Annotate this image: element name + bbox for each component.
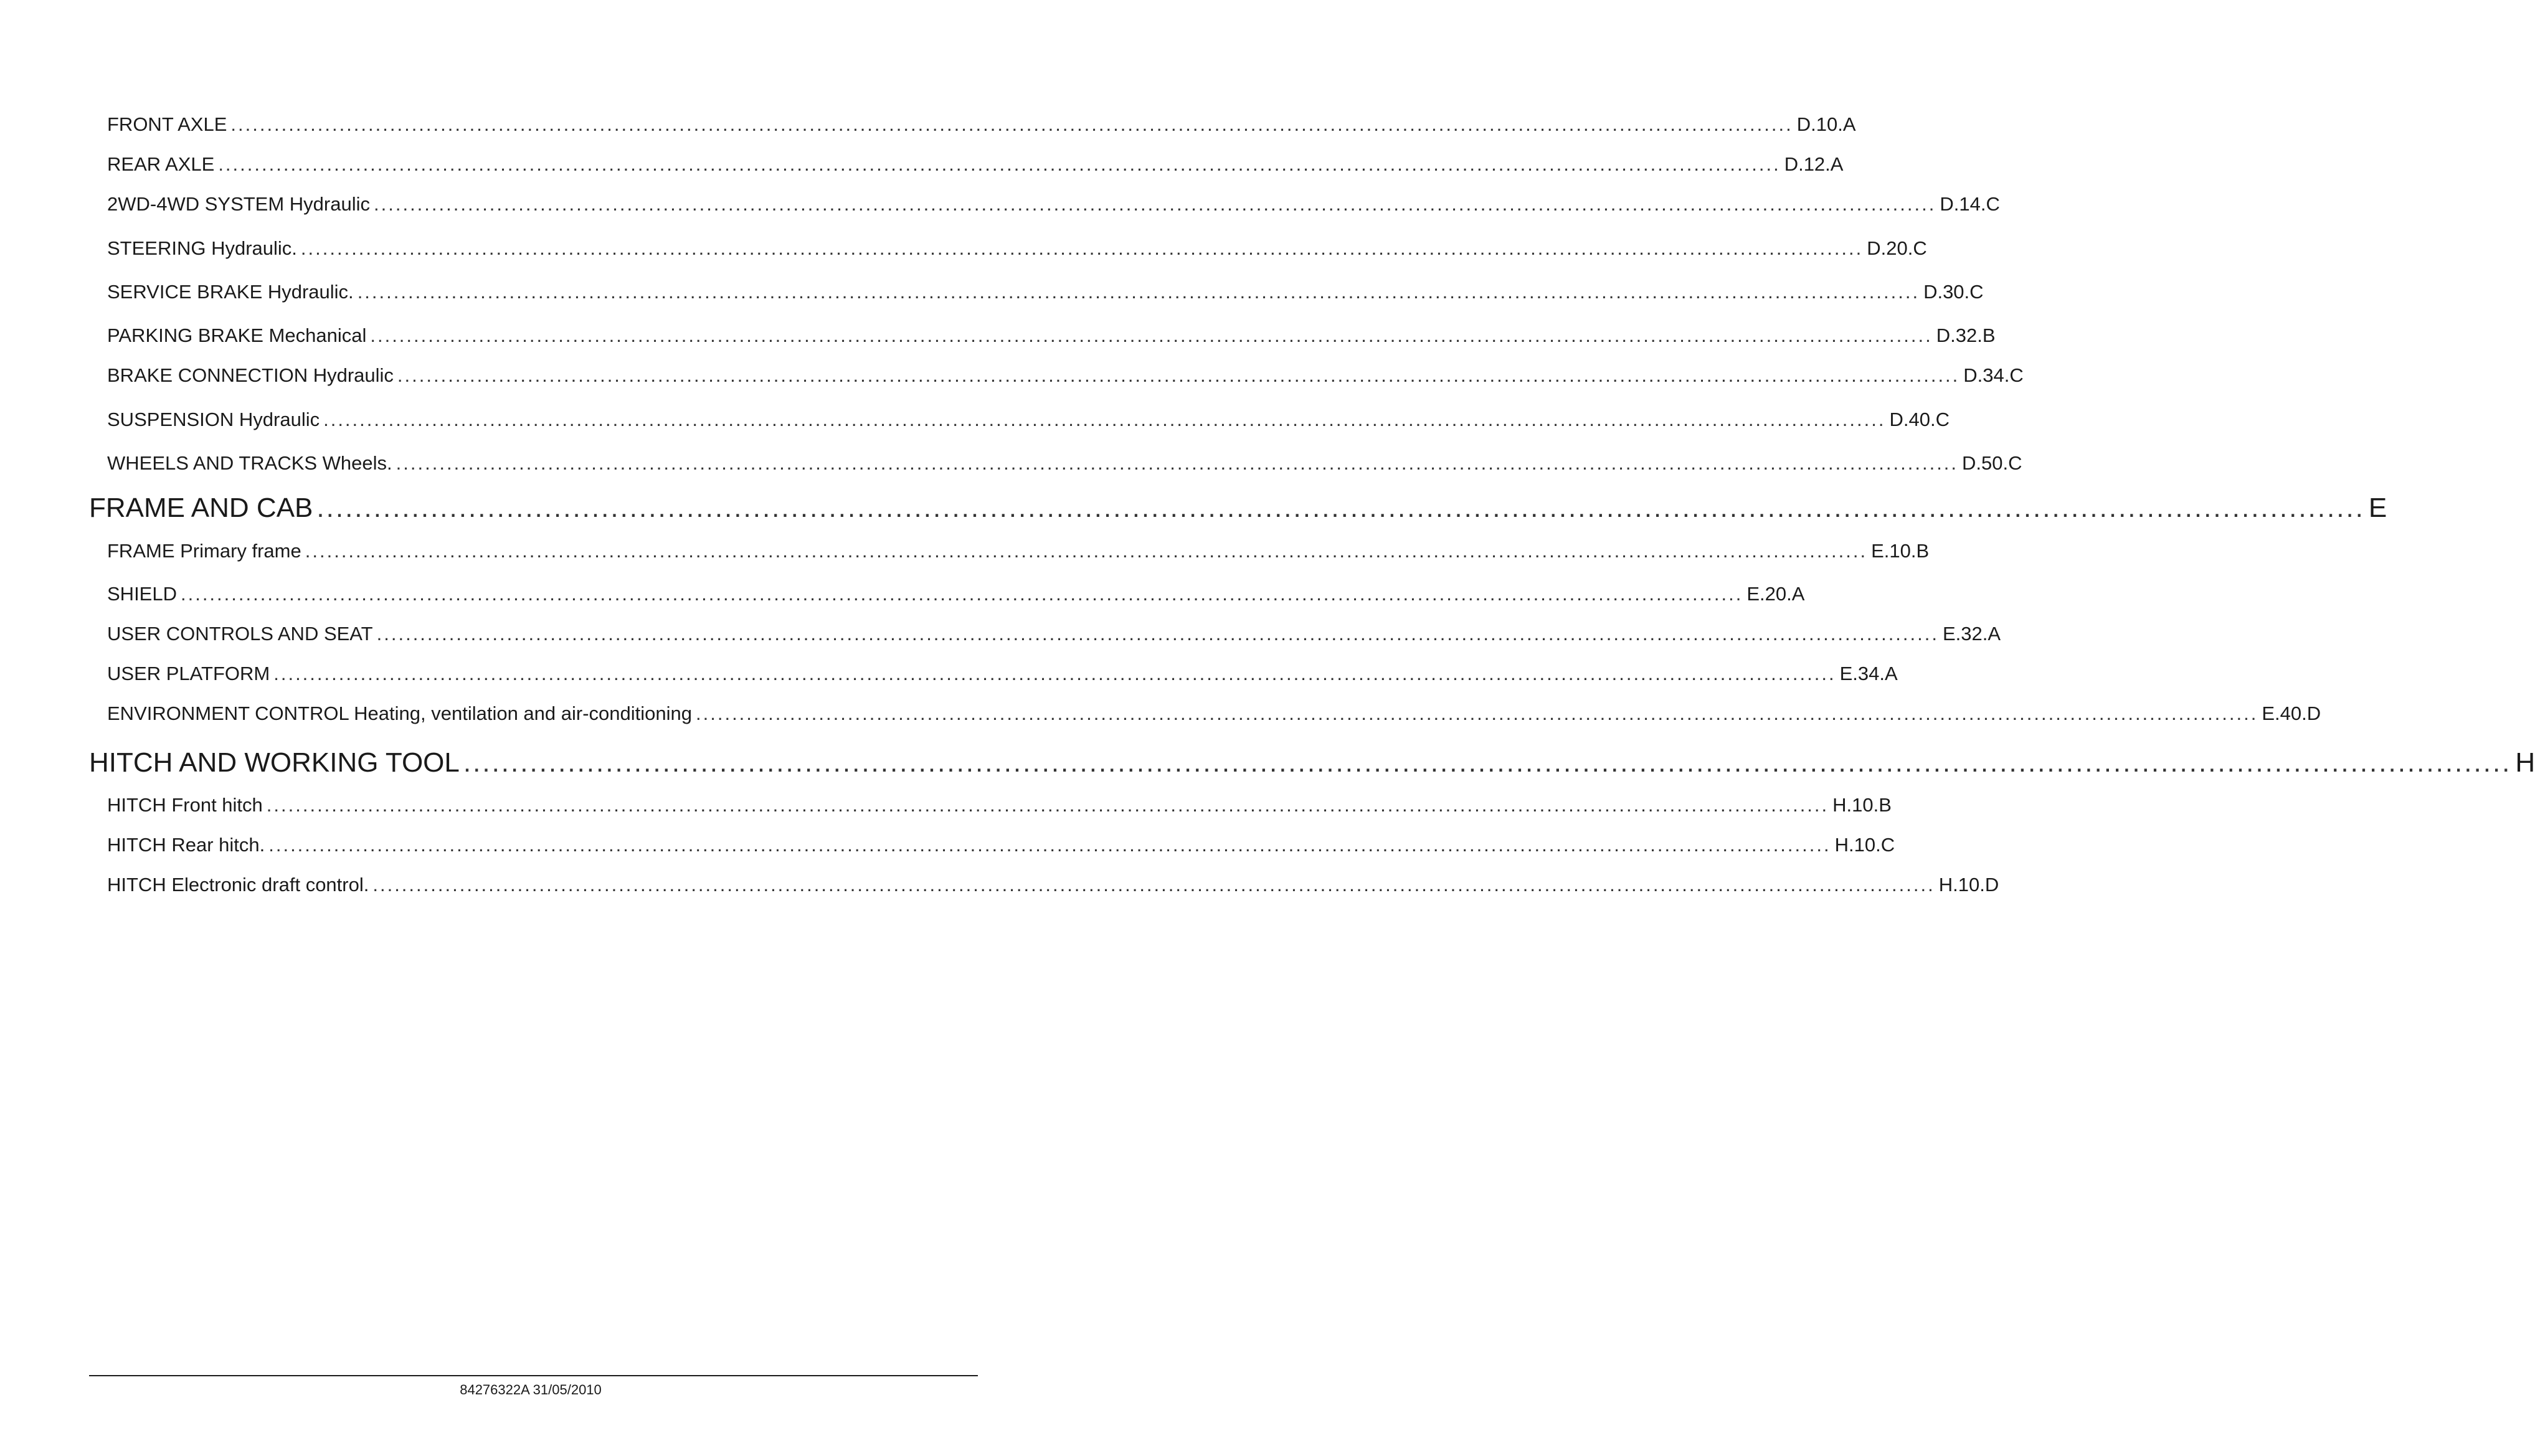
toc-entry-page: E.40.D [2262, 702, 2321, 724]
toc-entry-label: ENVIRONMENT CONTROL Heating, ventilation and air-conditioning [107, 702, 692, 724]
toc-section-page: E [2368, 493, 2387, 523]
dot-leader: ........................................................................................................................................................................................................................ [268, 834, 1831, 856]
dot-leader: ........................................................................................................................................................................................................................ [180, 583, 1743, 605]
dot-leader: ........................................................................................................................................................................................................................ [397, 364, 1960, 386]
toc-section-label: FRAME AND CAB [89, 493, 313, 523]
dot-leader: ........................................................................................................................................................................................................................ [230, 113, 1793, 135]
toc-entry-label: WHEELS AND TRACKS Wheels. [107, 452, 392, 474]
dot-leader: ........................................................................................................................................................................................................................ [323, 409, 1886, 430]
toc-entry-page: D.32.B [1936, 324, 1996, 346]
toc-entry-page: E.20.A [1746, 583, 1805, 605]
toc-entry-user-platform[interactable] [107, 661, 1898, 686]
dot-leader: ........................................................................................................................................................................................................................ [696, 702, 2258, 724]
toc-entry-page: H.10.C [1834, 834, 1895, 856]
dot-leader: ........................................................................................................................................................................................................................ [396, 452, 1959, 474]
dot-leader: ........................................................................................................................................................................................................................ [273, 663, 1836, 684]
dot-leader: ........................................................................................................................................................................................................................ [266, 794, 1829, 816]
dot-leader: ........................................................................................................................................................................................................................ [376, 623, 1939, 645]
dot-leader: ........................................................................................................................................................................................................................ [316, 493, 2365, 523]
toc-entry-user-controls-and-seat[interactable] [107, 622, 2001, 646]
toc-section-frame-and-cab[interactable] [89, 491, 2387, 526]
toc-entry-label: REAR AXLE [107, 153, 215, 175]
toc-entry-page: E.34.A [1839, 663, 1898, 684]
toc-entry-2wd-4wd-system[interactable] [107, 192, 2000, 217]
toc-entry-rear-axle[interactable] [107, 152, 1844, 177]
toc-entry-label: SHIELD [107, 583, 177, 605]
toc-entry-steering[interactable] [107, 236, 1927, 261]
toc-entry-frame[interactable] [107, 539, 1930, 564]
toc-entry-page: D.40.C [1889, 409, 1950, 430]
toc-entry-front-axle[interactable] [107, 112, 1856, 137]
toc-entry-environment-control[interactable] [107, 701, 2321, 726]
toc-entry-label: 2WD-4WD SYSTEM Hydraulic [107, 193, 370, 215]
toc-entry-page: E.10.B [1871, 540, 1930, 562]
toc-entry-page: H.10.D [1938, 874, 1999, 896]
toc-entry-page: D.14.C [1940, 193, 2000, 215]
toc-entry-page: E.32.A [1943, 623, 2001, 645]
toc-entry-label: HITCH Rear hitch. [107, 834, 265, 856]
dot-leader: ........................................................................................................................................................................................................................ [305, 540, 1868, 562]
dot-leader: ........................................................................................................................................................................................................................ [463, 747, 2512, 778]
toc-entry-label: PARKING BRAKE Mechanical [107, 324, 367, 346]
toc-entry-label: HITCH Electronic draft control. [107, 874, 369, 896]
toc-entry-wheels-and-tracks[interactable] [107, 451, 2022, 476]
toc-entry-label: FRAME Primary frame [107, 540, 301, 562]
footer-document-id: 84276322A 31/05/2010 [460, 1382, 602, 1397]
dot-leader: ........................................................................................................................................................................................................................ [300, 237, 1864, 259]
toc-entry-shield[interactable] [107, 582, 1805, 607]
footer-divider [89, 1375, 978, 1376]
toc-section-page: H [2515, 747, 2535, 778]
dot-leader: ........................................................................................................................................................................................................................ [357, 281, 1920, 303]
toc-entry-page: H.10.B [1832, 794, 1892, 816]
toc-entry-hitch-electronic-draft[interactable] [107, 872, 1999, 897]
toc-entry-label: USER CONTROLS AND SEAT [107, 623, 373, 645]
toc-section-label: HITCH AND WORKING TOOL [89, 747, 460, 778]
toc-entry-page: D.50.C [1962, 452, 2022, 474]
toc-entry-page: D.34.C [1963, 364, 2024, 386]
toc-entry-suspension[interactable] [107, 407, 1950, 432]
toc-entry-hitch-front[interactable] [107, 793, 1892, 818]
toc-entry-label: USER PLATFORM [107, 663, 270, 684]
toc-section-hitch-and-working-tool[interactable] [89, 745, 2535, 780]
toc-entry-label: HITCH Front hitch [107, 794, 263, 816]
toc-entry-label: FRONT AXLE [107, 113, 227, 135]
toc-entry-service-brake[interactable] [107, 280, 1984, 305]
toc-entry-page: D.10.A [1796, 113, 1856, 135]
toc-entry-hitch-rear[interactable] [107, 833, 1895, 858]
toc-entry-page: D.20.C [1867, 237, 1927, 259]
toc-entry-parking-brake[interactable] [107, 323, 1996, 348]
dot-leader: ........................................................................................................................................................................................................................ [372, 874, 1935, 896]
toc-entry-page: D.12.A [1784, 153, 1844, 175]
toc-entry-page: D.30.C [1923, 281, 1984, 303]
toc-entry-label: SUSPENSION Hydraulic [107, 409, 320, 430]
toc-entry-label: STEERING Hydraulic. [107, 237, 297, 259]
dot-leader: ........................................................................................................................................................................................................................ [370, 324, 1933, 346]
toc-entry-label: SERVICE BRAKE Hydraulic. [107, 281, 354, 303]
dot-leader: ........................................................................................................................................................................................................................ [374, 193, 1936, 215]
toc-entry-label: BRAKE CONNECTION Hydraulic [107, 364, 394, 386]
toc-entry-brake-connection[interactable] [107, 363, 2024, 388]
dot-leader: ........................................................................................................................................................................................................................ [218, 153, 1781, 175]
